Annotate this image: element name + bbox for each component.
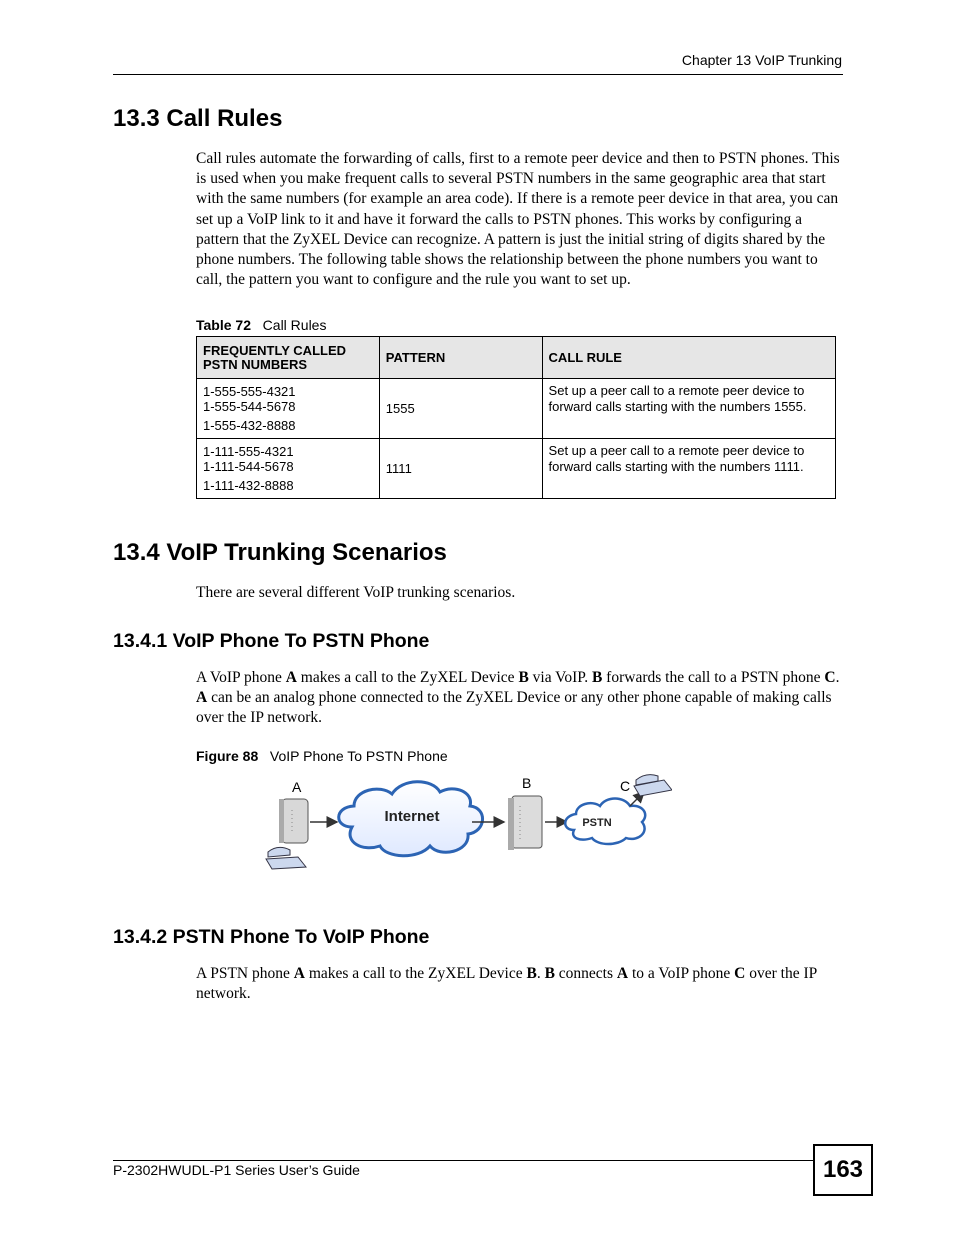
phone-number: 1-111-432-8888 — [203, 477, 294, 493]
label-a: A — [292, 779, 302, 795]
figure-88-caption — [196, 748, 448, 764]
phone-a-icon — [266, 847, 306, 869]
table-caption-label: Table 72 — [196, 317, 251, 333]
table-header-row — [197, 337, 836, 379]
header-rule — [113, 74, 843, 75]
figure-caption-label: Figure 88 — [196, 748, 259, 764]
zyxel-device-b-icon — [508, 796, 542, 850]
section-13-4-2-paragraph: A PSTN phone A makes a call to the ZyXEL Device B. B connects A to a VoIP phone C over the IP network. — [196, 965, 817, 1003]
chapter-header: Chapter 13 VoIP Trunking — [681, 52, 842, 68]
pattern-cell: 1111 — [379, 439, 542, 499]
internet-label: Internet — [384, 808, 440, 825]
phone-number: 1-555-555-4321 — [203, 383, 296, 399]
header-call-rule: CALL RULE — [542, 337, 835, 379]
page-number: 163 — [813, 1144, 873, 1196]
section-13-3-title: 13.3 Call Rules — [113, 105, 283, 132]
phone-number: 1-111-555-4321 — [203, 443, 294, 459]
table-72-caption — [196, 317, 326, 333]
section-13-4-paragraph: There are several different VoIP trunking scenarios. — [196, 584, 516, 601]
phone-number: 1-111-544-5678 — [203, 459, 294, 475]
pattern-cell: 1555 — [379, 379, 542, 439]
section-13-4-1-title: 13.4.1 VoIP Phone To PSTN Phone — [113, 630, 430, 652]
table-row — [197, 379, 836, 439]
footer-guide-title: P-2302HWUDL-P1 Series User’s Guide — [113, 1162, 360, 1178]
header-pattern: PATTERN — [379, 337, 542, 379]
pstn-label: PSTN — [582, 817, 612, 829]
label-b: B — [522, 775, 532, 791]
section-13-4-title: 13.4 VoIP Trunking Scenarios — [113, 539, 447, 566]
call-rule-cell: Set up a peer call to a remote peer device to forward calls starting with the numbers 1111. — [542, 439, 835, 499]
footer-rule — [113, 1160, 813, 1161]
section-13-4-1-paragraph: A VoIP phone A makes a call to the ZyXEL Device B via VoIP. B forwards the call to a PSTN phone C. A can be an analog phone connected to the ZyXEL Device or any other phone capable of making calls over the IP network. — [196, 669, 840, 727]
section-13-3-paragraph: Call rules automate the forwarding of calls, first to a remote peer device and then to PSTN phones. This is used when you make frequent calls to several PSTN numbers in the same geographic area that start with the same numbers (for example an area code). If there is a remote peer device in that area, you can set up a VoIP link to it and have it forward the calls to PSTN phones. This works by configuring a pattern that the ZyXEL Device can recognize. A pattern is just the initial string of digits shared by the phone numbers. The following table shows the relationship between the phone numbers you want to call, the pattern you want to configure and the rule you want to set up. — [196, 150, 840, 289]
call-rules-table — [196, 336, 836, 499]
pstn-numbers-cell — [197, 439, 380, 499]
figure-caption-text: VoIP Phone To PSTN Phone — [269, 748, 448, 764]
header-pstn-numbers: FREQUENTLY CALLED PSTN NUMBERS — [197, 337, 380, 379]
label-c: C — [620, 778, 631, 794]
phone-c-icon — [634, 775, 672, 796]
pstn-numbers-cell — [197, 379, 380, 439]
phone-number: 1-555-432-8888 — [203, 417, 296, 433]
call-rule-cell: Set up a peer call to a remote peer device to forward calls starting with the numbers 1555. — [542, 379, 835, 439]
section-13-4-2-title: 13.4.2 PSTN Phone To VoIP Phone — [113, 926, 430, 948]
table-caption-text: Call Rules — [262, 317, 327, 333]
table-row — [197, 439, 836, 499]
phone-number: 1-555-544-5678 — [203, 399, 296, 415]
voip-device-a-icon — [279, 799, 308, 843]
voip-to-pstn-diagram — [262, 772, 672, 880]
